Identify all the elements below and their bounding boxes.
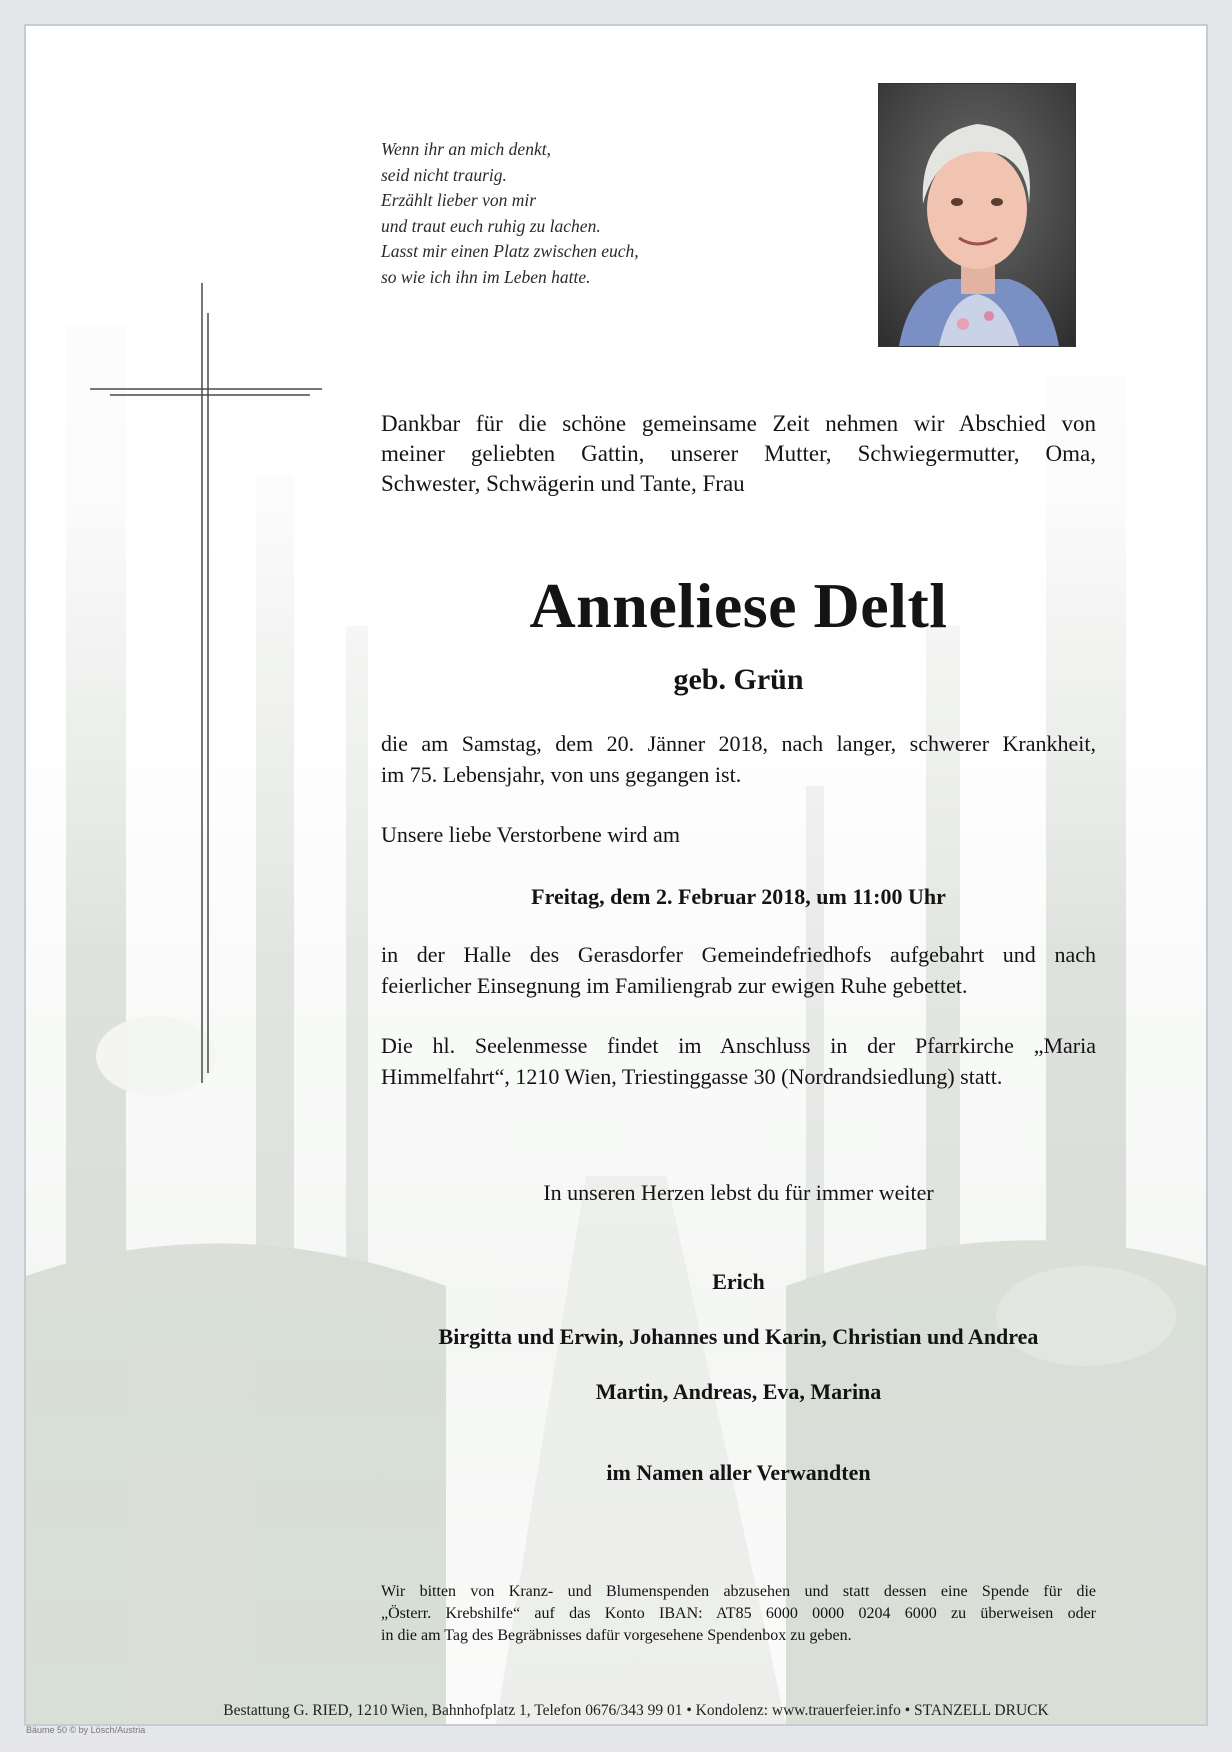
mourner-spouse: Erich <box>712 1269 765 1294</box>
poem-line: Erzählt lieber von mir <box>381 190 537 210</box>
maiden-name: geb. Grün <box>673 663 804 696</box>
relatives-line: im Namen aller Verwandten <box>606 1460 871 1485</box>
footer-imprint: Bestattung G. RIED, 1210 Wien, Bahnhofplatz 1, Telefon 0676/343 99 01 • Kondolenz: www.trauerfeier.info • STANZELL DRUCK <box>223 1702 1049 1719</box>
poem-line: und traut euch ruhig zu lachen. <box>381 215 601 236</box>
donation-note-line: Wir bitten von Kranz- und Blumenspenden abzusehen und statt dessen eine Spende für die <box>381 1583 1096 1600</box>
funeral-intro <box>381 819 1096 850</box>
intro-text <box>381 409 1096 499</box>
mourner-grandchildren: Martin, Andreas, Eva, Marina <box>595 1379 882 1404</box>
donation-note-line: in die am Tag des Begräbnisses dafür vorgesehene Spendenbox zu geben. <box>381 1627 852 1644</box>
cross-icon <box>90 283 322 1083</box>
funeral-place-line: feierlicher Einsegnung im Familiengrab zur ewigen Ruhe gebettet. <box>381 973 968 998</box>
obituary-sheet <box>24 24 1208 1726</box>
funeral-place <box>381 939 1096 1001</box>
mass-line: Die hl. Seelenmesse findet im Anschluss in der Pfarrkirche „Maria <box>381 1033 1096 1058</box>
funeral-intro-line: Unsere liebe Verstorbene wird am <box>381 822 680 847</box>
deceased-name: Anneliese Deltl <box>529 570 948 641</box>
death-notice-line: im 75. Lebensjahr, von uns gegangen ist. <box>381 762 742 787</box>
motto: In unseren Herzen lebst du für immer weiter <box>543 1180 934 1205</box>
poem-line: Lasst mir einen Platz zwischen euch, <box>381 241 639 261</box>
mourner-children: Birgitta und Erwin, Johannes und Karin, Christian und Andrea <box>438 1324 1039 1349</box>
intro-line: meiner geliebten Gattin, unserer Mutter, Schwiegermutter, Oma, <box>381 441 1096 466</box>
intro-line: Schwester, Schwägerin und Tante, Frau <box>381 471 745 496</box>
donation-note-line: „Österr. Krebshilfe“ auf das Konto IBAN: AT85 6000 0000 0204 6000 zu überweisen oder <box>381 1605 1096 1622</box>
poem-line: seid nicht traurig. <box>381 164 507 185</box>
poem-line: so wie ich ihn im Leben hatte. <box>381 266 591 287</box>
image-credit: Bäume 50 © by Lösch/Austria <box>26 1725 146 1735</box>
funeral-place-line: in der Halle des Gerasdorfer Gemeindefriedhofs aufgebahrt und nach <box>381 942 1096 967</box>
portrait-photo <box>878 83 1076 347</box>
funeral-date: Freitag, dem 2. Februar 2018, um 11:00 Uhr <box>531 884 946 909</box>
mass-notice <box>381 1030 1096 1092</box>
poem <box>381 137 801 290</box>
death-notice-line: die am Samstag, dem 20. Jänner 2018, nach langer, schwerer Krankheit, <box>381 731 1096 756</box>
intro-line: Dankbar für die schöne gemeinsame Zeit nehmen wir Abschied von <box>381 411 1096 436</box>
poem-line: Wenn ihr an mich denkt, <box>381 139 551 159</box>
death-notice <box>381 728 1096 790</box>
donation-note <box>381 1581 1096 1647</box>
mass-line: Himmelfahrt“, 1210 Wien, Triestinggasse 30 (Nordrandsiedlung) statt. <box>381 1064 1003 1089</box>
